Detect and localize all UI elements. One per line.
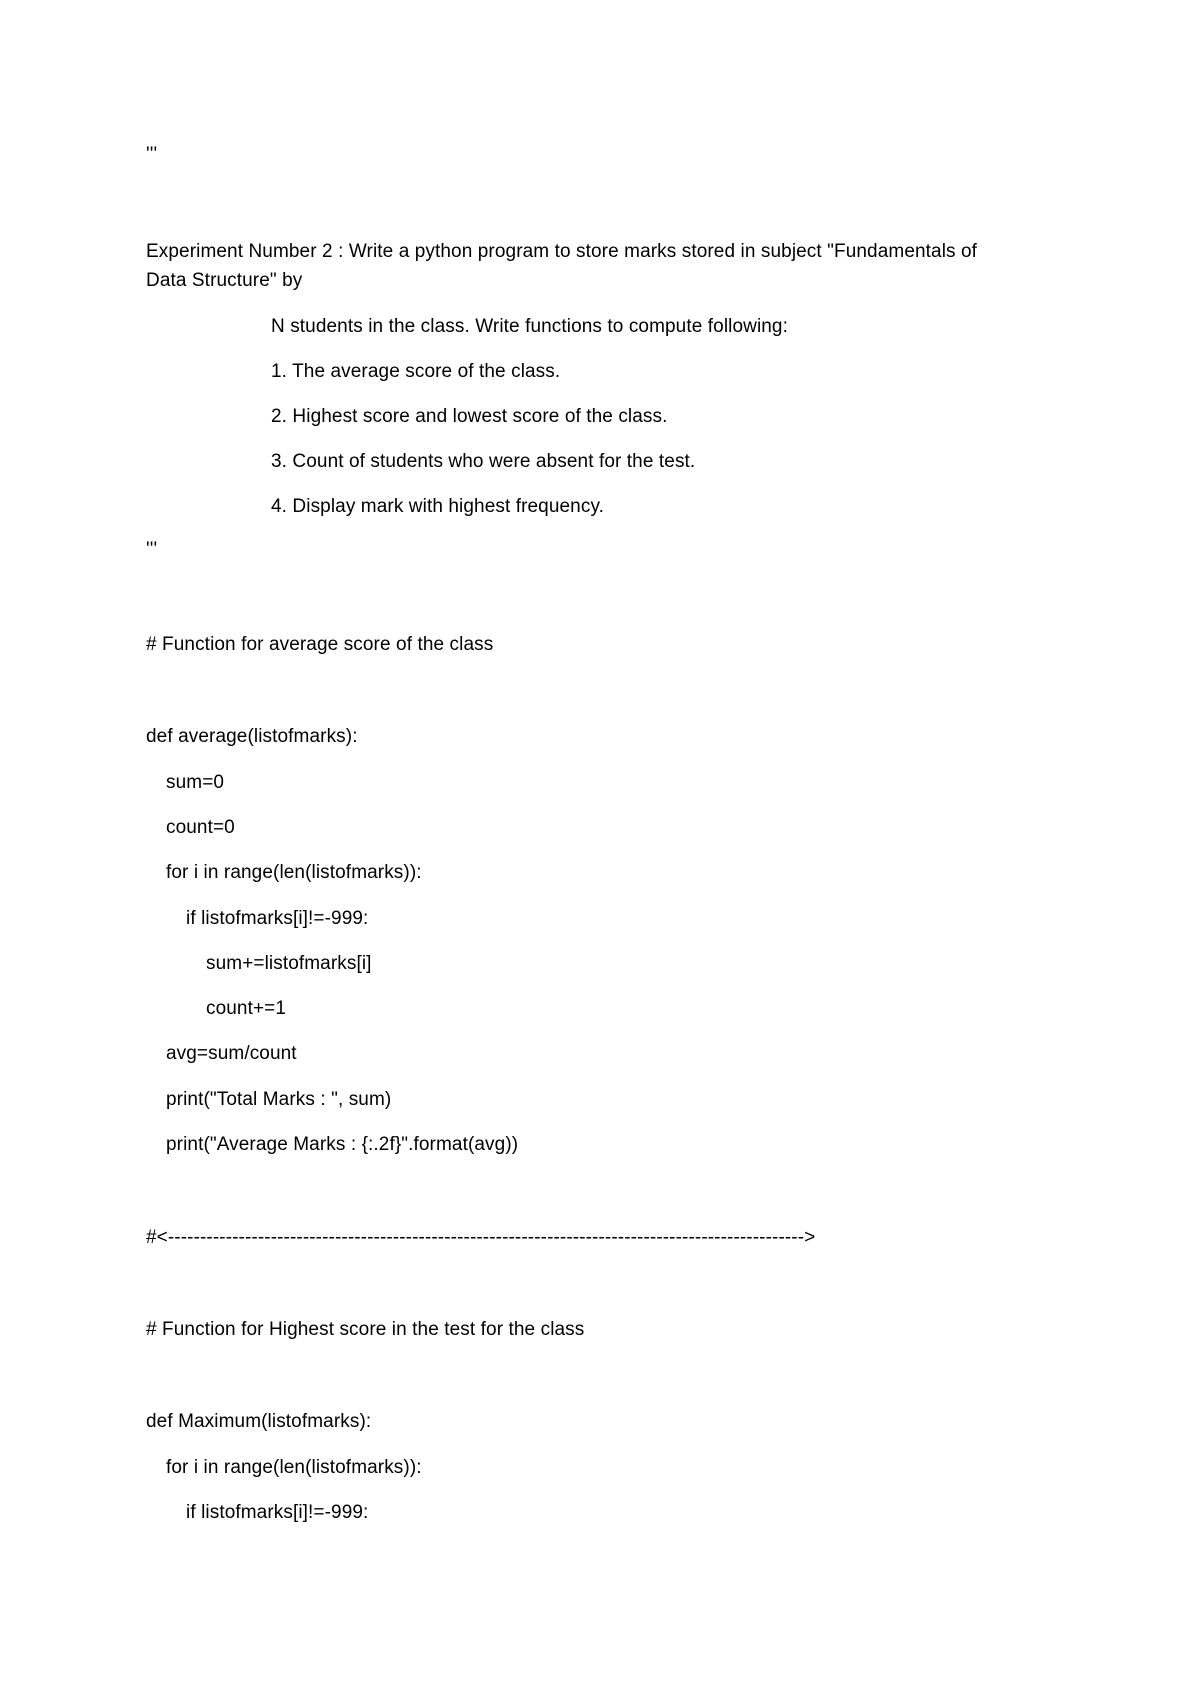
code-line: sum=0 xyxy=(166,772,225,793)
task-item-1: 1. The average score of the class. xyxy=(271,361,561,382)
code-line: def average(listofmarks): xyxy=(146,726,358,747)
separator-comment: #<---------------------------------------------------------------------------------------------------> xyxy=(146,1227,816,1248)
code-line: count=0 xyxy=(166,817,235,838)
code-line: def Maximum(listofmarks): xyxy=(146,1411,372,1432)
docstring-open: ''' xyxy=(146,144,158,165)
experiment-title-line-2: Data Structure" by xyxy=(146,270,303,291)
task-item-4: 4. Display mark with highest frequency. xyxy=(271,496,605,517)
code-line: print("Total Marks : ", sum) xyxy=(166,1089,392,1110)
task-item-3: 3. Count of students who were absent for the test. xyxy=(271,451,696,472)
task-description: N students in the class. Write functions to compute following: xyxy=(271,316,788,337)
code-line: for i in range(len(listofmarks)): xyxy=(166,862,422,883)
code-line: avg=sum/count xyxy=(166,1043,297,1064)
code-line: for i in range(len(listofmarks)): xyxy=(166,1457,422,1478)
code-line: if listofmarks[i]!=-999: xyxy=(186,908,369,929)
code-line: if listofmarks[i]!=-999: xyxy=(186,1502,369,1523)
code-line: print("Average Marks : {:.2f}".format(avg)) xyxy=(166,1134,519,1155)
docstring-close: ''' xyxy=(146,539,158,560)
code-line: sum+=listofmarks[i] xyxy=(206,953,372,974)
code-line: count+=1 xyxy=(206,998,287,1019)
task-item-2: 2. Highest score and lowest score of the class. xyxy=(271,406,668,427)
experiment-title-line-1: Experiment Number 2 : Write a python program to store marks stored in subject "Fundamentals of xyxy=(146,241,978,262)
section-comment-maximum: # Function for Highest score in the test for the class xyxy=(146,1319,585,1340)
section-comment-average: # Function for average score of the class xyxy=(146,634,494,655)
